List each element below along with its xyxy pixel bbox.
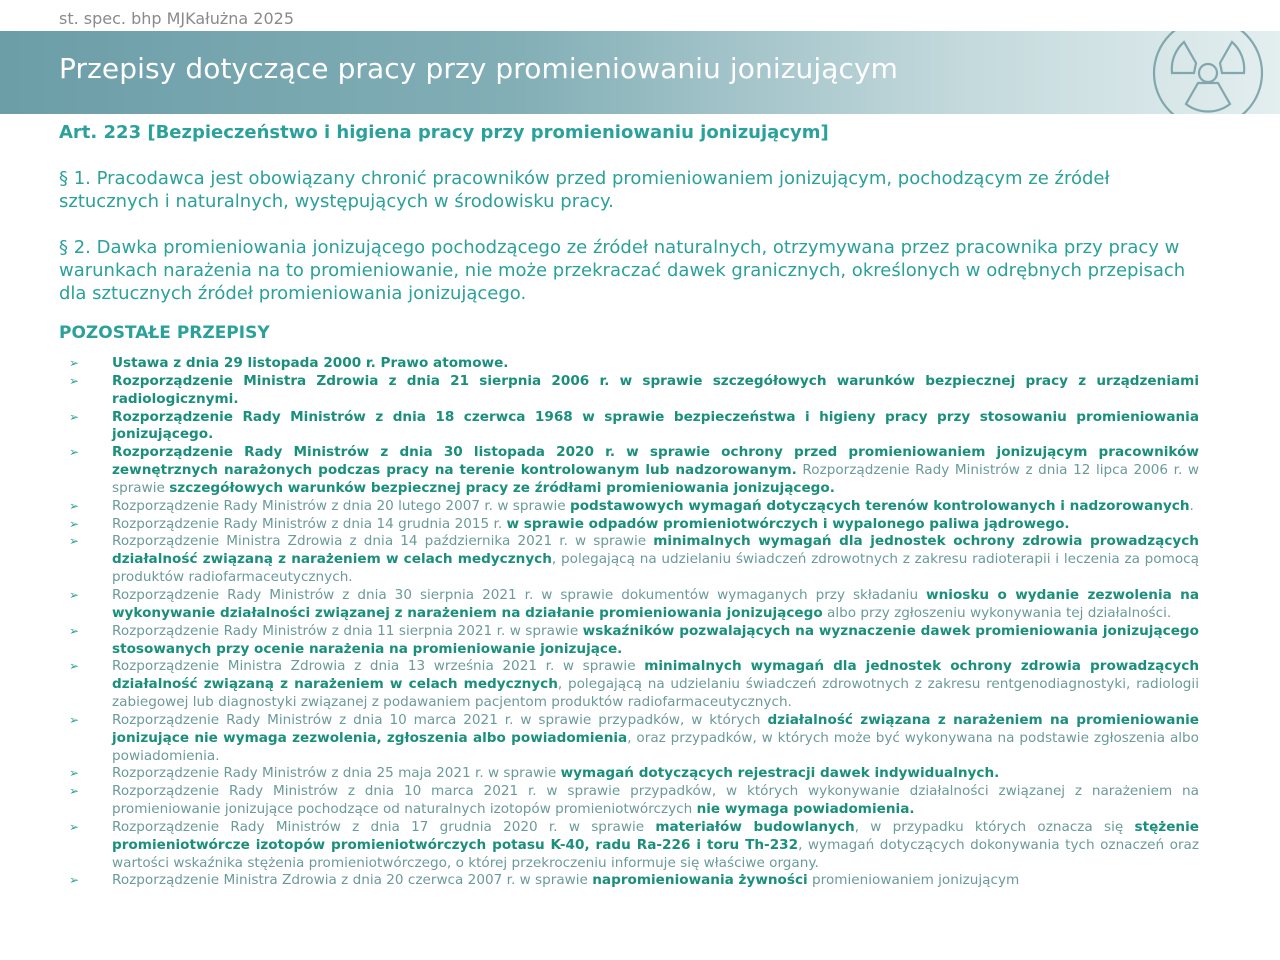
regulation-emphasis: w sprawie odpadów promieniotwórczych i wypalonego paliwa jądrowego. <box>506 515 1070 532</box>
regulation-text: , wymagań dotyczących dokonywania tych oznaczeń oraz wartości wskaźnika stężenia promieniotwórczego, o której przekroczeniu informuje się właściwe organy. <box>112 836 1199 871</box>
regulation-emphasis: działalność związana z narażeniem na promieniowanie jonizujące nie wymaga zezwolenia, zgłoszenia albo powiadomienia <box>112 711 1199 746</box>
regulation-item <box>59 516 1199 534</box>
regulation-emphasis: podstawowych wymagań dotyczących terenów kontrolowanych i nadzorowanych <box>569 497 1190 514</box>
article-title: Art. 223 [Bezpieczeństwo i higiena pracy przy promieniowaniu jonizującym] <box>59 122 829 143</box>
regulation-emphasis: wymagań dotyczących rejestracji dawek indywidualnych. <box>560 765 1000 782</box>
regulation-text: albo przy zgłoszeniu wykonywania tej działalności. <box>822 604 1172 621</box>
regulation-item <box>59 765 1199 783</box>
bullet-arrow-icon: ➢ <box>69 373 80 388</box>
regulation-text: Rozporządzenie Rady Ministrów z dnia 10 marca 2021 r. w sprawie przypadków, w których wykonywanie działalności związanej z narażeniem na promieniowanie jonizujące pochodzące od naturalnych izotopów promieniotwórczych <box>112 783 1199 818</box>
regulation-text: Rozporządzenie Rady Ministrów z dnia 30 sierpnia 2021 r. w sprawie dokumentów wymaganych przy składaniu <box>112 586 927 603</box>
regulation-item <box>59 623 1199 659</box>
bullet-arrow-icon: ➢ <box>69 445 80 460</box>
regulation-emphasis: Rozporządzenie Rady Ministrów z dnia 30 listopada 2020 r. w sprawie ochrony przed promieniowaniem jonizującym pracowników zewnętrznych narażonych podczas pracy na terenie kontrolowanym lub nadzorowanym. <box>112 444 1199 479</box>
regulation-text: , polegającą na udzielaniu świadczeń zdrowotnych z zakresu radioterapii i leczenia za pomocą produktów radiofarmaceutycznych. <box>112 551 1199 586</box>
regulation-text: , w przypadku których oznacza się <box>854 818 1135 835</box>
regulation-item <box>59 373 1199 409</box>
regulation-emphasis: napromieniowania żywności <box>592 872 808 889</box>
regulation-item <box>59 712 1199 766</box>
regulation-emphasis: Rozporządzenie Rady Ministrów z dnia 18 czerwca 1968 w sprawie bezpieczeństwa i higieny pracy przy stosowaniu promieniowania jonizującego. <box>112 408 1199 443</box>
regulation-text: Rozporządzenie Rady Ministrów z dnia 10 marca 2021 r. w sprawie przypadków, w których <box>112 711 768 728</box>
regulation-text: , oraz przypadków, w których może być wykonywana na podstawie zgłoszenia albo powiadomienia. <box>112 729 1200 764</box>
regulation-item <box>59 587 1199 623</box>
regulation-emphasis: stężenie promieniotwórcze izotopów promieniotwórczych potasu K-40, radu Ra-226 i toru Th-232 <box>112 818 1199 853</box>
regulation-emphasis: wniosku o wydanie zezwolenia na wykonywanie działalności związanej z narażeniem na działanie promieniowania jonizującego <box>112 586 1200 621</box>
bullet-arrow-icon: ➢ <box>69 356 80 370</box>
regulation-emphasis: Ustawa z dnia 29 listopada 2000 r. Prawo atomowe. <box>112 355 509 371</box>
section-title: POZOSTAŁE PRZEPISY <box>59 323 270 343</box>
author-label: st. spec. bhp MJKałużna 2025 <box>59 9 294 28</box>
regulation-text: Rozporządzenie Rady Ministrów z dnia 11 sierpnia 2021 r. w sprawie <box>112 622 583 639</box>
page-title: Przepisy dotyczące pracy przy promieniowaniu jonizującym <box>59 52 899 85</box>
regulation-item <box>59 819 1199 873</box>
regulation-item <box>59 658 1199 712</box>
bullet-arrow-icon: ➢ <box>69 587 80 602</box>
regulation-text: . <box>1189 497 1194 514</box>
regulation-item <box>59 444 1199 498</box>
regulation-text: Rozporządzenie Rady Ministrów z dnia 25 maja 2021 r. w sprawie <box>112 765 561 782</box>
regulation-text: Rozporządzenie Rady Ministrów z dnia 17 grudnia 2020 r. w sprawie <box>112 818 656 835</box>
main-content <box>59 122 1199 890</box>
regulations-list <box>59 355 1199 890</box>
bullet-arrow-icon: ➢ <box>69 516 80 531</box>
bullet-arrow-icon: ➢ <box>69 498 80 513</box>
regulation-item <box>59 498 1199 516</box>
bullet-arrow-icon: ➢ <box>69 819 80 834</box>
bullet-arrow-icon: ➢ <box>69 784 80 799</box>
regulation-text: Rozporządzenie Rady Ministrów z dnia 14 grudnia 2015 r. <box>112 515 507 532</box>
regulation-item <box>59 409 1199 445</box>
bullet-arrow-icon: ➢ <box>69 659 80 674</box>
regulation-emphasis: materiałów budowlanych <box>655 818 855 835</box>
title-banner <box>0 31 1280 114</box>
bullet-arrow-icon: ➢ <box>69 712 80 727</box>
regulation-item <box>59 355 1199 373</box>
regulation-item <box>59 533 1199 587</box>
regulation-emphasis: Rozporządzenie Ministra Zdrowia z dnia 21 sierpnia 2006 r. w sprawie szczegółowych warunków bezpiecznej pracy z urządzeniami radiologicznymi. <box>112 372 1199 407</box>
bullet-arrow-icon: ➢ <box>69 873 80 888</box>
regulation-text: Rozporządzenie Rady Ministrów z dnia 20 lutego 2007 r. w sprawie <box>112 497 570 514</box>
bullet-arrow-icon: ➢ <box>69 409 80 424</box>
regulation-emphasis: szczegółowych warunków bezpiecznej pracy ze źródłami promieniowania jonizującego. <box>169 479 835 496</box>
regulation-emphasis: nie wymaga powiadomienia. <box>696 801 915 818</box>
bullet-arrow-icon: ➢ <box>69 534 80 549</box>
regulation-text: Rozporządzenie Ministra Zdrowia z dnia 20 czerwca 2007 r. w sprawie <box>112 872 593 889</box>
bullet-arrow-icon: ➢ <box>69 766 80 781</box>
paragraph-2: § 2. Dawka promieniowania jonizującego pochodzącego ze źródeł naturalnych, otrzymywana przez pracownika przy pracy w warunkach narażenia na to promieniowanie, nie może przekraczać dawek granicznych, określonych w odrębnych przepisach dla sztucznych źródeł promieniowania jonizującego. <box>59 237 1186 304</box>
regulation-emphasis: minimalnych wymagań dla jednostek ochrony zdrowia prowadzących działalność związaną z narażeniem w celach medycznych <box>112 658 1199 693</box>
radiation-icon <box>1148 31 1272 114</box>
paragraph-1: § 1. Pracodawca jest obowiązany chronić pracowników przed promieniowaniem jonizującym, pochodzącym ze źródeł sztucznych i naturalnych, występujących w środowisku pracy. <box>59 168 1110 212</box>
regulation-text: Rozporządzenie Ministra Zdrowia z dnia 13 września 2021 r. w sprawie <box>112 658 645 675</box>
regulation-text: promieniowaniem jonizującym <box>807 872 1020 889</box>
regulation-text: , polegającą na udzielaniu świadczeń zdrowotnych z zakresu rentgenodiagnostyki, radiologii zabiegowej lub diagnostyki związanej z podawaniem pacjentom produktów radiofarmaceutycznych. <box>112 676 1199 711</box>
regulation-emphasis: wskaźników pozwalających na wyznaczenie dawek promieniowania jonizującego stosowanych przy ocenie narażenia na promieniowanie jonizujące. <box>112 622 1199 657</box>
regulation-emphasis: minimalnych wymagań dla jednostek ochrony zdrowia prowadzących działalność związaną z narażeniem w celach medycznych <box>112 533 1199 568</box>
regulation-item <box>59 783 1199 819</box>
regulation-item <box>59 872 1199 890</box>
regulation-text: Rozporządzenie Rady Ministrów z dnia 12 lipca 2006 r. w sprawie <box>112 462 1199 496</box>
bullet-arrow-icon: ➢ <box>69 623 80 638</box>
regulation-text: Rozporządzenie Ministra Zdrowia z dnia 14 października 2021 r. w sprawie <box>112 533 654 550</box>
